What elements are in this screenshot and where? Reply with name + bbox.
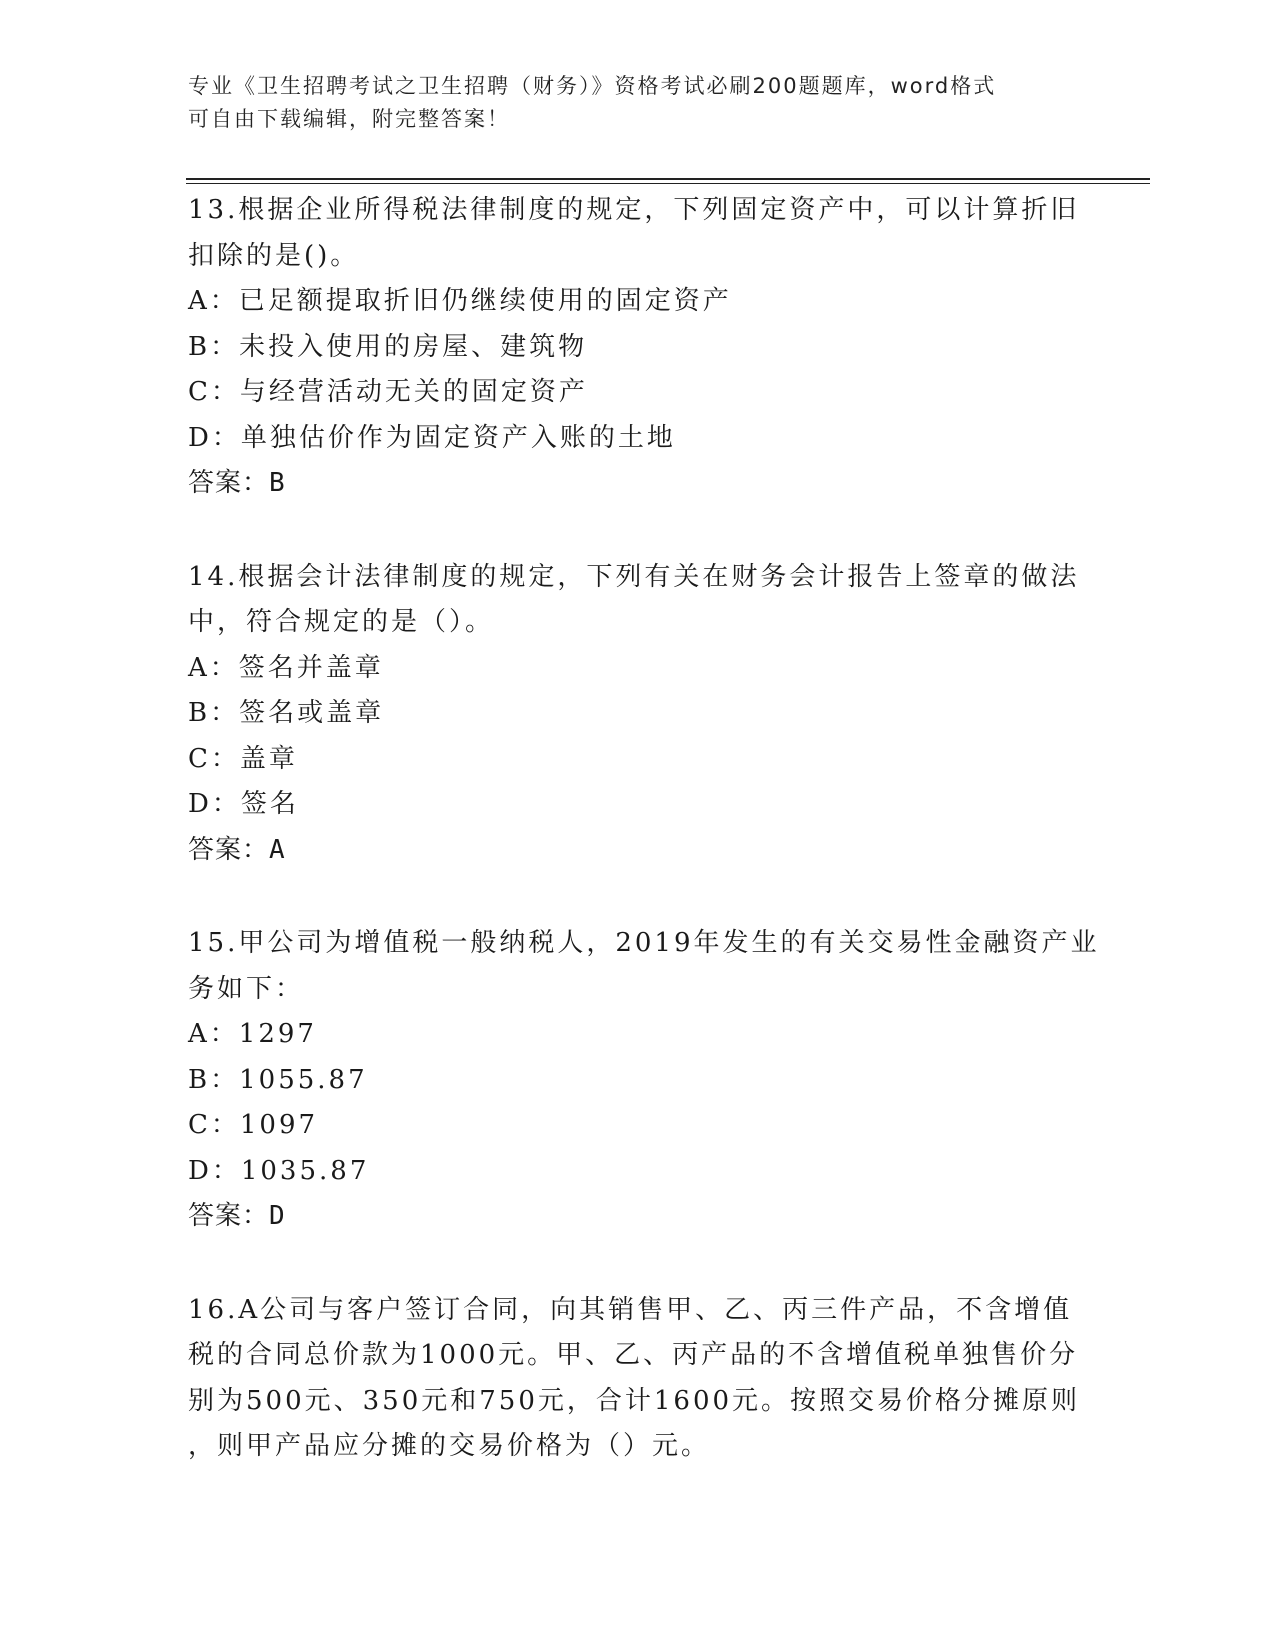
answer-value: D [269,1201,286,1231]
question-15 [188,921,1100,1240]
question-stem-line: 税的合同总价款为1000元。甲、乙、丙产品的不含增值税单独售价分 [188,1340,1079,1370]
option-c: C：盖章 [188,743,298,774]
header-line-1: 专业《卫生招聘考试之卫生招聘（财务）》资格考试必刷200题题库，word格式 [188,74,997,98]
question-stem-line: 务如下： [188,973,305,1004]
answer-line [188,1194,1088,1240]
answer-label: 答案： [188,468,270,498]
option-d: D：签名 [188,789,299,819]
answer-value: A [269,834,286,865]
question-stem-line: ，则甲产品应分摊的交易价格为（）元。 [188,1431,711,1461]
question-stem-line: 13.根据企业所得税法律制度的规定，下列固定资产中，可以计算折旧 [188,195,1080,225]
option-d: D：单独估价作为固定资产入账的土地 [188,422,676,453]
question-stem-line: 15.甲公司为增值税一般纳税人，2019年发生的有关交易性金融资产业 [188,928,1100,958]
option-b: B：1055.87 [188,1064,368,1095]
question-14 [188,555,1088,874]
option-d: D：1035.87 [188,1155,370,1186]
question-stem-line: 别为500元、350元和750元，合计1600元。按照交易价格分摊原则 [188,1385,1081,1416]
question-16 [188,1288,1088,1470]
question-stem-line: 中，符合规定的是（）。 [188,607,495,637]
option-a: A：1297 [188,1019,317,1049]
question-stem-line: 扣除的是()。 [188,240,360,271]
question-13 [188,188,1088,507]
question-list [188,188,1100,1470]
answer-line [188,461,1088,507]
option-b: B：未投入使用的房屋、建筑物 [188,331,588,362]
header-divider-thin [186,183,1150,184]
question-stem-line: 16.A公司与客户签订合同，向其销售甲、乙、丙三件产品，不含增值 [188,1294,1073,1325]
option-a: A：签名并盖章 [188,652,384,683]
header-line-2: 可自由下载编辑，附完整答案！ [188,107,510,131]
answer-line [188,828,1088,874]
answer-value: B [269,468,286,498]
document-header [188,70,1068,136]
answer-label: 答案： [188,834,270,865]
answer-label: 答案： [188,1201,270,1231]
option-b: B：签名或盖章 [188,698,385,728]
question-stem-line: 14.根据会计法律制度的规定，下列有关在财务会计报告上签章的做法 [188,561,1080,592]
option-c: C：1097 [188,1110,319,1140]
option-c: C：与经营活动无关的固定资产 [188,377,588,407]
header-divider-thick [186,178,1150,180]
option-a: A：已足额提取折旧仍继续使用的固定资产 [188,286,732,316]
